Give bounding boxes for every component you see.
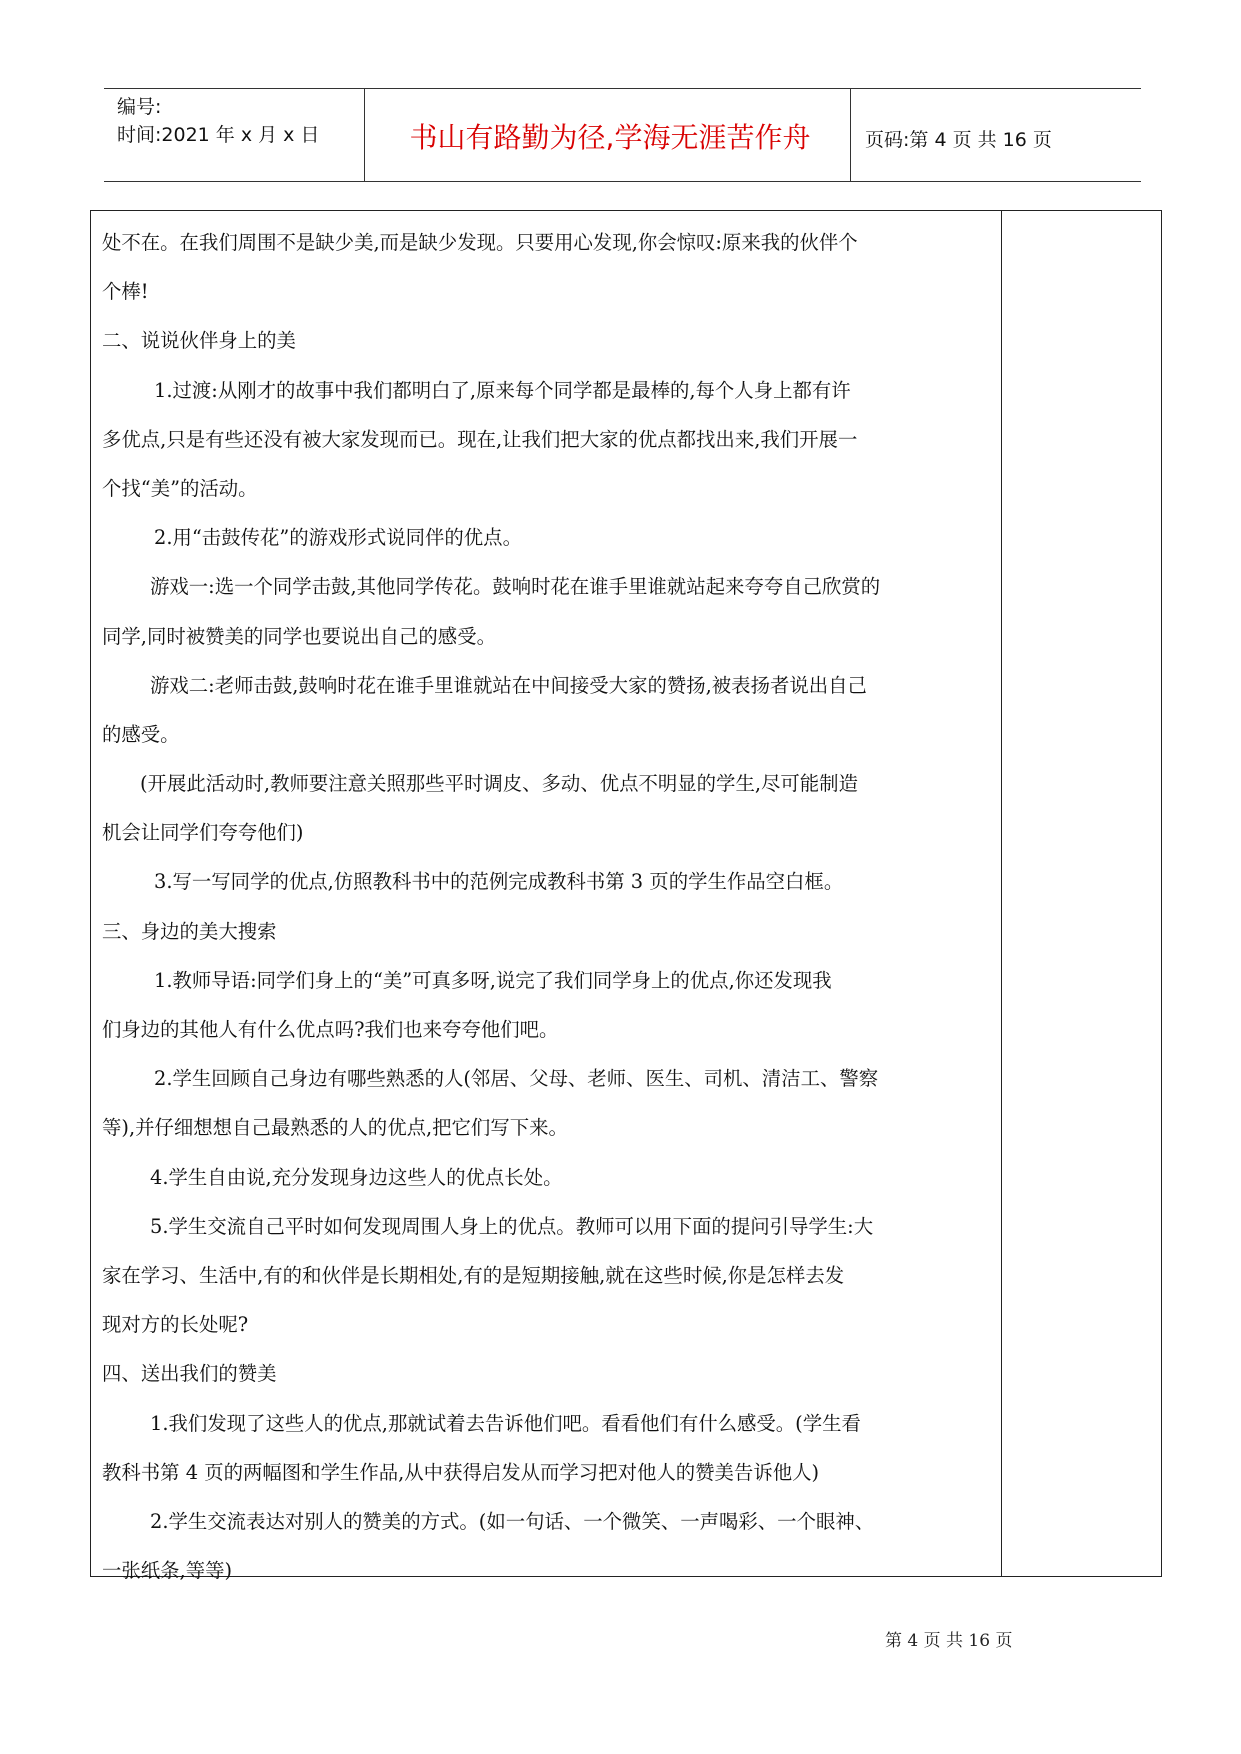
text-line: (开展此活动时,教师要注意关照那些平时调皮、多动、优点不明显的学生,尽可能制造 — [140, 772, 858, 796]
text-line: 5.学生交流自己平时如何发现周围人身上的优点。教师可以用下面的提问引导学生:大 — [150, 1214, 874, 1238]
text-line: 2.学生交流表达对别人的赞美的方式。(如一句话、一个微笑、一声喝彩、一个眼神、 — [150, 1509, 875, 1533]
text-line: 教科书第 4 页的两幅图和学生作品,从中获得启发从而学习把对他人的赞美告诉他人) — [102, 1460, 820, 1484]
text-line: 个棒! — [102, 280, 149, 304]
header-motto: 书山有路勤为径,学海无涯苦作舟 — [409, 121, 811, 154]
section-heading: 四、送出我们的赞美 — [102, 1362, 277, 1386]
text-line: 多优点,只是有些还没有被大家发现而已。现在,让我们把大家的优点都找出来,我们开展一 — [102, 427, 858, 451]
text-line: 2.用“击鼓传花”的游戏形式说同伴的优点。 — [154, 526, 522, 550]
text-line: 一张纸条,等等) — [102, 1559, 233, 1583]
text-line: 们身边的其他人有什么优点吗?我们也来夸夸他们吧。 — [102, 1018, 559, 1041]
header-number-label: 编号: — [117, 96, 162, 118]
header-bottom-rule — [104, 181, 1141, 182]
text-line: 1.过渡:从刚才的故事中我们都明白了,原来每个同学都是最棒的,每个人身上都有许 — [154, 378, 851, 402]
text-line: 1.教师导语:同学们身上的“美”可真多呀,说完了我们同学身上的优点,你还发现我 — [154, 968, 832, 992]
header-time-label: 时间:2021 年 x 月 x 日 — [117, 124, 320, 146]
text-line: 的感受。 — [102, 722, 180, 746]
table-column-divider — [1001, 210, 1002, 1577]
text-line: 机会让同学们夸夸他们) — [102, 821, 304, 845]
lesson-content — [102, 218, 992, 1595]
text-line: 2.学生回顾自己身边有哪些熟悉的人(邻居、父母、老师、医生、司机、清洁工、警察 — [154, 1067, 879, 1091]
text-line: 游戏一:选一个同学击鼓,其他同学传花。鼓响时花在谁手里谁就站起来夸夸自己欣赏的 — [150, 575, 881, 599]
text-line: 等),并仔细想想自己最熟悉的人的优点,把它们写下来。 — [102, 1116, 568, 1140]
text-line: 个找“美”的活动。 — [102, 476, 258, 500]
footer-page-number: 第 4 页 共 16 页 — [885, 1631, 1013, 1651]
text-line: 处不在。在我们周围不是缺少美,而是缺少发现。只要用心发现,你会惊叹:原来我的伙伴个 — [102, 231, 858, 254]
section-heading: 三、身边的美大搜索 — [102, 919, 277, 943]
text-line: 现对方的长处呢? — [102, 1313, 249, 1337]
text-line: 3.写一写同学的优点,仿照教科书中的范例完成教科书第 3 页的学生作品空白框。 — [154, 870, 844, 894]
section-heading: 二、说说伙伴身上的美 — [102, 329, 296, 353]
header-divider-left — [364, 88, 365, 182]
text-line: 4.学生自由说,充分发现身边这些人的优点长处。 — [150, 1165, 563, 1189]
text-line: 游戏二:老师击鼓,鼓响时花在谁手里谁就站在中间接受大家的赞扬,被表扬者说出自己 — [150, 673, 867, 697]
header-page-code: 页码:第 4 页 共 16 页 — [865, 129, 1052, 151]
text-line: 同学,同时被赞美的同学也要说出自己的感受。 — [102, 624, 496, 648]
text-line: 1.我们发现了这些人的优点,那就试着去告诉他们吧。看看他们有什么感受。(学生看 — [150, 1411, 861, 1435]
text-line: 家在学习、生活中,有的和伙伴是长期相处,有的是短期接触,就在这些时候,你是怎样去发 — [102, 1263, 845, 1287]
header-top-rule — [104, 88, 1141, 89]
